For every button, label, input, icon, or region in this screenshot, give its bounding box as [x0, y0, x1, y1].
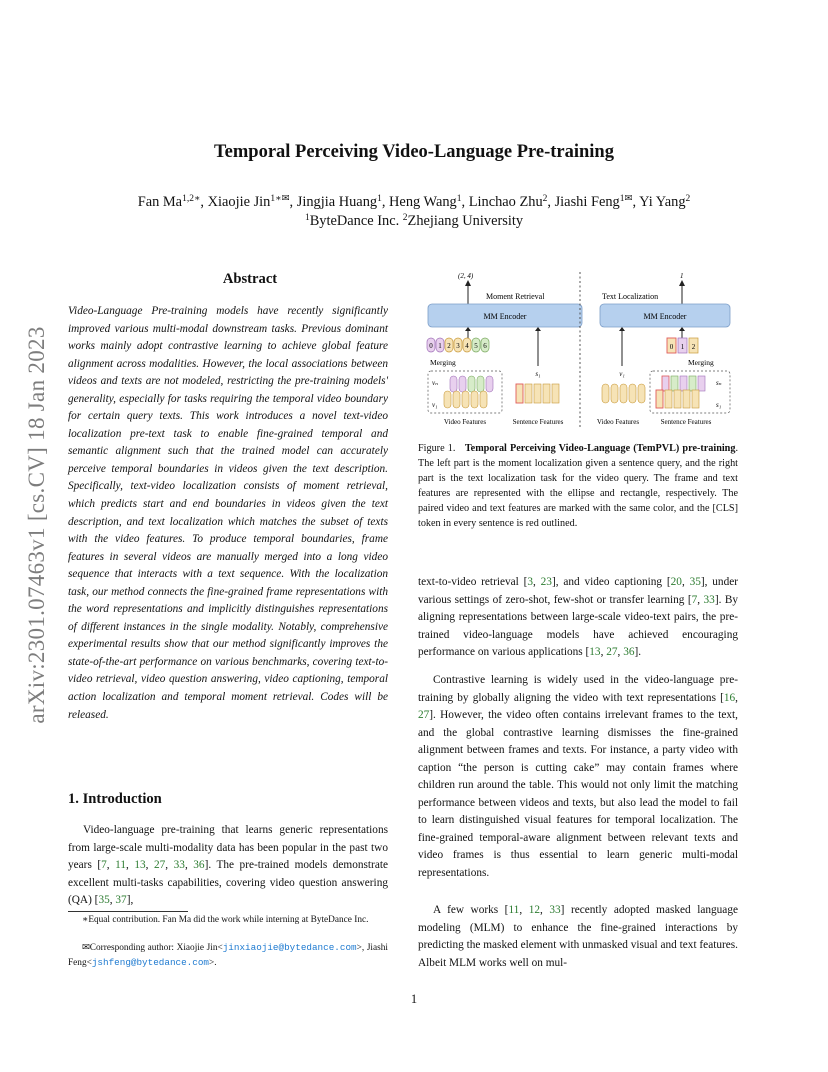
author-name: , Heng Wang [381, 194, 457, 210]
token-0: 0 [429, 342, 433, 350]
token-right-0: 0 [669, 343, 674, 351]
affiliations [0, 213, 828, 230]
author-name: , Linchao Zhu [461, 194, 543, 210]
affiliation-name: ByteDance Inc. [309, 213, 403, 229]
arxiv-identifier [22, 290, 52, 760]
paragraph-text: , [697, 593, 704, 606]
moment-output-label: (2, 4) [458, 272, 474, 280]
author-affiliation-mark: 1,2∗ [182, 194, 201, 204]
introduction-paragraph [68, 822, 388, 910]
video-features-left-label: Video Features [443, 418, 487, 426]
citation-link[interactable]: 35 [689, 576, 701, 588]
right-col-paragraph-1 [418, 574, 738, 662]
video-frames-front [444, 391, 487, 408]
paragraph-text: Video-language pre-training that learns generic representations from large-scale multi-modality data has been popular in the past two years [ [68, 824, 388, 872]
video-frames-back [450, 376, 493, 392]
footnote-corresponding-author [68, 941, 388, 970]
citation-link[interactable]: 7 [101, 859, 107, 872]
arrowhead-sentence [535, 327, 541, 331]
right-col-paragraph-3 [418, 902, 738, 972]
merging-right-label: Merging [688, 358, 714, 367]
paragraph-text: , [600, 646, 607, 659]
video-v1-label: v₁ [432, 401, 438, 409]
footnote-divider [68, 911, 188, 912]
video-v1-right-label: v₁ [619, 370, 625, 378]
citation-link[interactable]: 3 [527, 576, 534, 588]
footnote-corr-suffix: >. [209, 957, 217, 968]
affiliation-mark: 2 [402, 213, 408, 223]
abstract-heading: Abstract [222, 271, 278, 287]
footnote-corr-prefix: ✉Corresponding author: Xiaojie Jin< [82, 943, 223, 953]
abstract-body: Video-Language Pre-training models have recently significantly improved various multi-modal downstream tasks. Previous dominant works mainly adopt contrastive learning to achieve global feature alignment across modalities. However, the local associations between videos and texts are not modeled, restricting the pre-training models' generality, especially for tasks requiring the temporal video boundary for certain query texts. This work introduces a novel text-video localization pre-text task to enable fine-grained temporal and semantic alignment such that the trained model can accurately perceive temporal boundaries in videos given the text description. Specifically, text-video localization consists of moment retrieval, which predicts start and end boundaries in videos given the text description, and text localization which matches the subset of texts with the video features. To produce temporal boundaries, frame features in several videos are manually merged into a long video sequence that interacts with a text sequence. With the localization task, our method connects the fine-grained frame representations with the word representations and implicitly distinguishes representations of different instances in the single modality. Notably, comprehensive experimental results show that our method significantly improves the state-of-the-art performance on various benchmarks, covering text-to-video retrieval, video question answering, video captioning, temporal action localization and temporal moment retrieval. Codes will be released. [68, 305, 388, 721]
output-arrowhead [465, 280, 471, 286]
paragraph-text: ], [126, 894, 134, 907]
page-number: 1 [410, 992, 418, 1006]
right-col-paragraph-2 [418, 672, 738, 883]
author-name: , Xiaojie Jin [200, 194, 271, 210]
author-affiliation-mark: 2 [542, 194, 548, 204]
paragraph-text: ] recently adopted masked language modeling (MLM) to enhance the fine-grained interactions by predicting the masked element with unmasked visual and text features. Albeit MLM works well on mul- [418, 904, 738, 969]
paragraph-text: A few works [ [433, 904, 509, 916]
paragraph-text: , [165, 859, 174, 872]
token-right-1: 1 [680, 343, 685, 351]
introduction-heading: 1. Introduction [68, 791, 162, 807]
arrowhead-video [619, 327, 625, 331]
video-vn-label: vₙ [432, 379, 438, 387]
footnote-corr-middle: >, Jiashi Feng< [68, 943, 388, 968]
moment-retrieval-label: Moment Retrieval [486, 292, 545, 301]
paragraph-text: , [540, 904, 550, 916]
caption-label: Figure 1. [418, 443, 456, 454]
sentence-stack-front [656, 390, 699, 408]
paragraph-text: ]. By aligning representations between large-scale video-text pairs, the pre-trained video-language models have achieved encouraging performance on various applications [ [418, 593, 738, 659]
sentence-s1-right-label: s₁ [716, 401, 722, 409]
paragraph-text: , [184, 859, 194, 872]
paragraph-text: , [681, 576, 690, 588]
paragraph-text: , [519, 904, 529, 916]
citation-link[interactable]: 33 [549, 904, 561, 916]
citation-link[interactable]: 11 [508, 904, 520, 916]
footnote-equal-contribution: ∗Equal contribution. Fan Ma did the work while interning at ByteDance Inc. [82, 915, 369, 925]
token-6: 6 [483, 342, 487, 350]
citation-link[interactable]: 23 [540, 576, 552, 588]
video-frames-right [602, 384, 645, 403]
citation-link[interactable]: 16 [723, 691, 736, 704]
token-right-2: 2 [691, 343, 696, 351]
author-affiliation-mark: 1 [377, 194, 382, 204]
paragraph-text: ], and video captioning [ [551, 576, 671, 588]
citation-link[interactable]: 20 [670, 576, 682, 588]
merging-left-label: Merging [430, 358, 456, 367]
citation-link[interactable]: 7 [691, 593, 698, 606]
paragraph-text: ]. However, the video often contains irrelevant frames to the text, and the global contrastive learning dismisses the fine-grained alignment between frames and texts. For instance, a party video with caption “the person is cutting cake” may contain frames where children run around the table. This would not only limit the matching performance between videos and texts, but also lead the model to fail to learn distinguished visual features for temporal localization. The fine-grained temporal-aware alignment between relevant texts and video frames is thus essential to learn generic multi-modal representations. [418, 709, 738, 880]
citation-link[interactable]: 27 [418, 709, 430, 722]
citation-link[interactable]: 13 [589, 646, 601, 659]
sentence-stack-back [662, 376, 705, 391]
citation-link[interactable]: 27 [154, 859, 166, 872]
paragraph-text: , [109, 894, 116, 907]
caption-text: . The left part is the moment localization given a sentence query, and the right part is the text localization task for the video query. The frame and text features are represented with the ellipse and rectangle, respectively. The paired video and text features are marked with the same color, and the [CLS] token in every sentence is red outlined. [418, 443, 738, 529]
output-arrowhead-right [679, 280, 685, 286]
arrowhead-tokens-right [679, 327, 685, 331]
text-loc-output-label: 1 [680, 272, 684, 280]
paragraph-text: Contrastive learning is widely used in the video-language pre-training by globally aligning the video with text representations [ [418, 674, 738, 704]
citation-link[interactable]: 36 [623, 646, 635, 659]
sentence-features-right-label: Sentence Features [660, 418, 712, 426]
paragraph-text: , [126, 859, 135, 872]
email-link-feng[interactable]: jshfeng@bytedance.com [91, 956, 210, 968]
figure-1-caption [418, 442, 738, 531]
mm-encoder-right-label: MM Encoder [643, 312, 687, 321]
citation-link[interactable]: 37 [115, 894, 127, 907]
citation-link[interactable]: 35 [98, 894, 110, 907]
figure-1-diagram [418, 268, 748, 432]
citation-link[interactable]: 12 [528, 904, 540, 916]
citation-link[interactable]: 33 [173, 859, 185, 872]
email-link-jin[interactable]: jinxiaojie@bytedance.com [222, 942, 357, 953]
author-affiliation-mark: 1✉ [619, 194, 633, 204]
arrowhead-tokens [465, 327, 471, 331]
text-localization-label: Text Localization [602, 292, 659, 301]
paragraph-text: , [735, 691, 738, 704]
token-1: 1 [438, 342, 442, 350]
token-3: 3 [456, 342, 460, 350]
sentence-s1-label: s₁ [535, 370, 541, 378]
paragraph-text: , [617, 646, 624, 659]
author-name: , Jiashi Feng [547, 194, 620, 210]
caption-bold-title: Temporal Perceiving Video-Language (TemPVL) pre-training [464, 443, 736, 454]
author-affiliation-mark: 1 [456, 194, 462, 204]
citation-link[interactable]: 11 [115, 859, 127, 872]
author-name: , Yi Yang [632, 194, 686, 210]
author-list [0, 194, 828, 211]
sentence-features-left-label: Sentence Features [512, 418, 564, 426]
paragraph-text: ]. [634, 646, 642, 659]
paragraph-text: , [145, 859, 154, 872]
sentence-features-left [516, 384, 559, 403]
author-affiliation-mark: 2 [685, 194, 691, 204]
position-tokens-right [667, 338, 698, 353]
citation-link[interactable]: 36 [193, 859, 205, 872]
paragraph-text: ], under various settings of zero-shot, few-shot or transfer learning [ [418, 576, 738, 606]
video-features-right-label: Video Features [596, 418, 640, 426]
paper-title: Temporal Perceiving Video-Language Pre-training [214, 142, 614, 162]
citation-link[interactable]: 33 [703, 593, 715, 606]
paragraph-text: , [106, 859, 116, 872]
arxiv-id-text: arXiv:2301.07463v1 [cs.CV] 18 Jan 2023 [24, 326, 49, 724]
figure-left-moment-retrieval [427, 272, 582, 426]
author-affiliation-mark: 1∗✉ [270, 194, 290, 204]
position-tokens-left [427, 338, 489, 352]
mm-encoder-left-label: MM Encoder [483, 312, 527, 321]
citation-link[interactable]: 27 [606, 646, 618, 659]
paragraph-text: , [533, 576, 541, 588]
paragraph-text: ]. The pre-trained models demonstrate excellent multi-tasks capabilities, covering video question answering (QA) [ [68, 859, 388, 907]
token-5: 5 [474, 342, 478, 350]
token-2: 2 [447, 342, 451, 350]
affiliation-mark: 1 [304, 213, 310, 223]
paragraph-text: text-to-video retrieval [ [418, 576, 528, 588]
affiliation-name: Zhejiang University [407, 213, 524, 229]
author-name: Fan Ma [137, 194, 183, 210]
author-name: , Jingjia Huang [289, 194, 378, 210]
sentence-sn-label: sₙ [716, 379, 722, 387]
figure-right-text-localization [597, 272, 730, 426]
token-4: 4 [465, 342, 469, 350]
citation-link[interactable]: 13 [134, 859, 146, 872]
